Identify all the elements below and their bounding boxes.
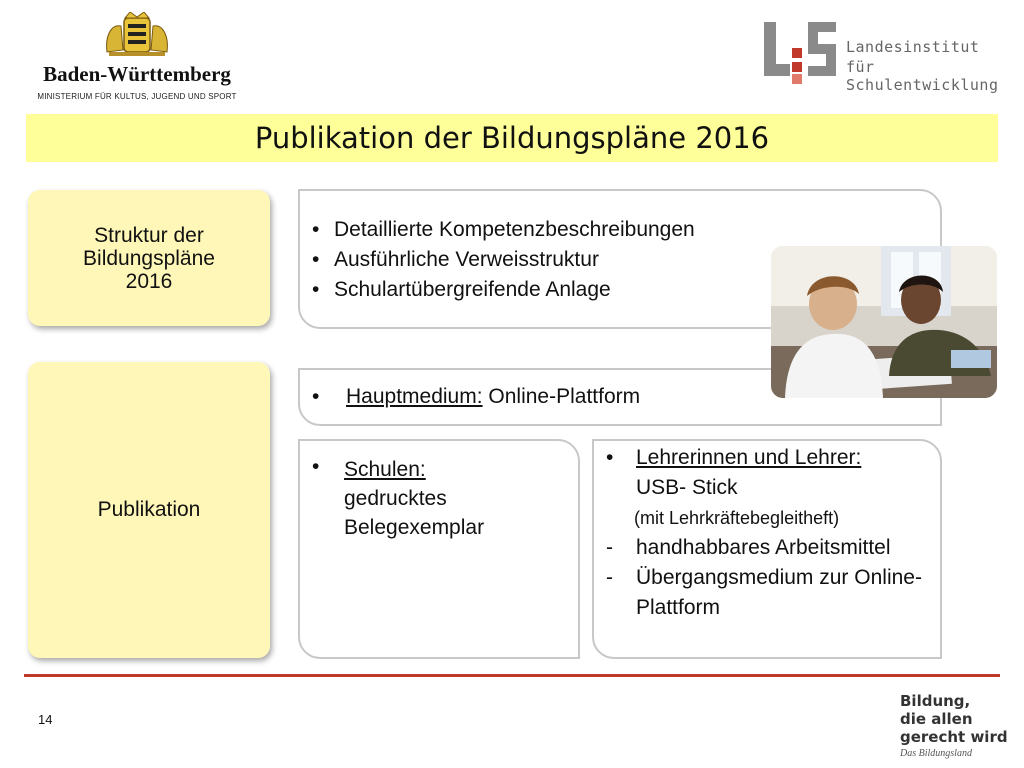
state-name: Baden-Württemberg <box>43 62 231 86</box>
lehrer-heading-row <box>602 443 932 503</box>
ministry-name: MINISTERIUM FÜR KULTUS, JUGEND UND SPORT <box>37 92 237 101</box>
schulen-box <box>298 439 580 659</box>
lehrer-item <box>602 563 932 623</box>
students-photo <box>771 246 997 398</box>
bullet-marker: • <box>606 446 614 469</box>
bullet-item: • Ausführliche Verweisstruktur <box>300 245 940 275</box>
struktur-label-box: Struktur der Bildungspläne 2016 <box>28 190 270 326</box>
schulen-label: Schulen: <box>344 458 426 481</box>
institute-name-line1: Landesinstitut <box>846 38 980 56</box>
online-text: Online-Plattform <box>482 385 641 408</box>
lehrer-label: Lehrerinnen und Lehrer: <box>636 446 862 469</box>
lehrer-text: USB- Stick <box>636 476 738 499</box>
slide-title: Publikation der Bildungspläne 2016 <box>254 121 770 155</box>
bullet-item: • Detaillierte Kompetenzbeschreibungen <box>300 215 940 245</box>
online-platform-line <box>310 382 640 412</box>
lehrer-item <box>602 533 932 563</box>
slogan-line: die allen <box>900 710 973 728</box>
lehrer-box <box>592 439 942 659</box>
institute-name-line2: für Schulentwicklung <box>846 58 999 94</box>
publikation-label-box: Publikation <box>28 362 270 658</box>
slogan <box>900 692 1010 759</box>
online-label: Hauptmedium: <box>346 385 483 408</box>
dash-marker: - <box>606 536 613 559</box>
ls-logo-mark-icon <box>760 18 840 86</box>
schulen-text: gedrucktes Belegexemplar <box>344 487 485 539</box>
dash-marker: - <box>606 566 613 589</box>
lehrer-item-text: handhabbares Arbeitsmittel <box>636 536 891 559</box>
bullet-marker: • <box>312 385 320 408</box>
bullet-item: • Schulartübergreifende Anlage <box>300 275 940 305</box>
coat-of-arms-icon <box>97 12 177 60</box>
schulen-entry <box>310 455 544 542</box>
ls-logo <box>760 18 1010 94</box>
page-number: 14 <box>38 712 53 727</box>
lehrer-entry <box>602 443 932 623</box>
students-photo-image <box>771 246 997 398</box>
slogan-line: gerecht wird <box>900 728 1008 746</box>
title-bar <box>26 114 998 162</box>
bw-logo <box>22 8 252 100</box>
bullet-marker: • <box>312 455 320 478</box>
footer-rule <box>24 674 1000 677</box>
slogan-subline: Das Bildungsland <box>900 748 972 759</box>
slogan-line: Bildung, <box>900 692 971 710</box>
lehrer-note: (mit Lehrkräftebegleitheft) <box>634 508 840 528</box>
lehrer-item-text: Übergangsmedium zur Online-Plattform <box>636 566 922 619</box>
